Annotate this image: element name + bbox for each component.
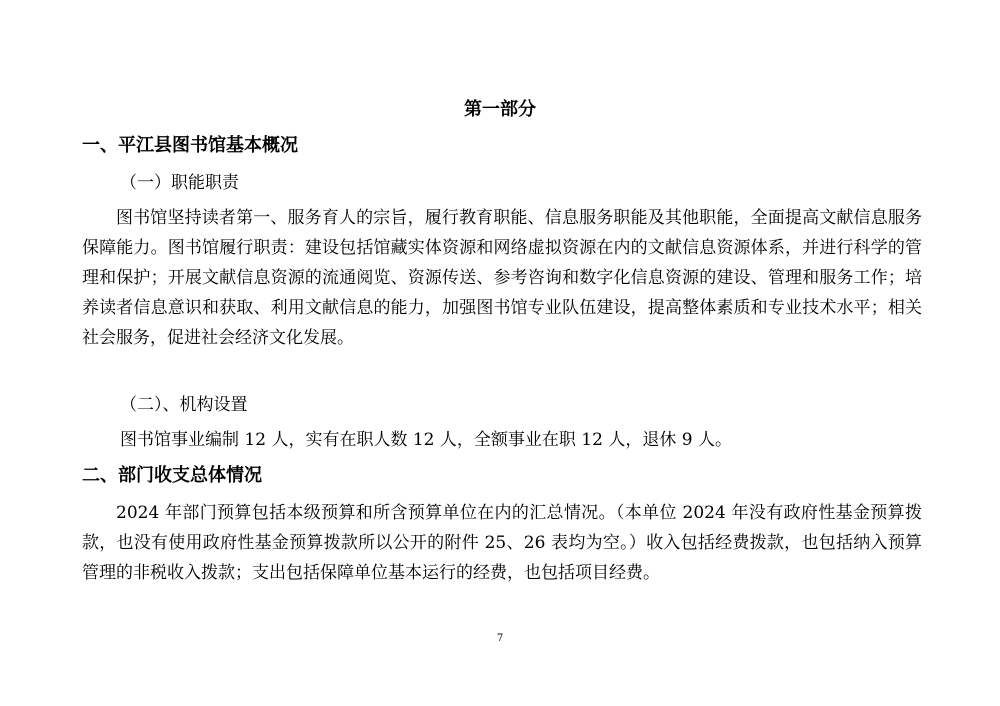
section2-body: 2024 年部门预算包括本级预算和所含预算单位在内的汇总情况。（本单位 2024 年没有政府性基金预算拨款，也没有使用政府性基金预算拨款所以公开的附件 25、26 表均为空。）收入包括经费拨款，也包括纳入预算管理的非税收入拨款；支出包括保障单位基本运行的经费，也包括项目经费。 <box>82 503 922 583</box>
page-number: 7 <box>496 633 504 644</box>
section1-sub2-body: 图书馆事业编制 12 人，实有在职人数 12 人，全额事业在职 12 人，退休 9 人。 <box>120 430 732 450</box>
section1-sub2-heading: （二）、机构设置 <box>120 395 248 415</box>
section1-heading: 一、平江县图书馆基本概况 <box>82 135 298 156</box>
section2-heading: 二、部门收支总体情况 <box>82 465 262 486</box>
section1-sub1-heading: （一）职能职责 <box>120 173 239 193</box>
part-title: 第一部分 <box>464 99 536 120</box>
section1-sub1-body: 图书馆坚持读者第一、服务育人的宗旨，履行教育职能、信息服务职能及其他职能，全面提高文献信息服务保障能力。图书馆履行职责：建设包括馆藏实体资源和网络虚拟资源在内的文献信息资源体系，并进行科学的管理和保护；开展文献信息资源的流通阅览、资源传送、参考咨询和数字化信息资源的建设、管理和服务工作；培养读者信息意识和获取、利用文献信息的能力，加强图书馆专业队伍建设，提高整体素质和专业技术水平；相关社会服务，促进社会经济文化发展。 <box>82 208 922 348</box>
